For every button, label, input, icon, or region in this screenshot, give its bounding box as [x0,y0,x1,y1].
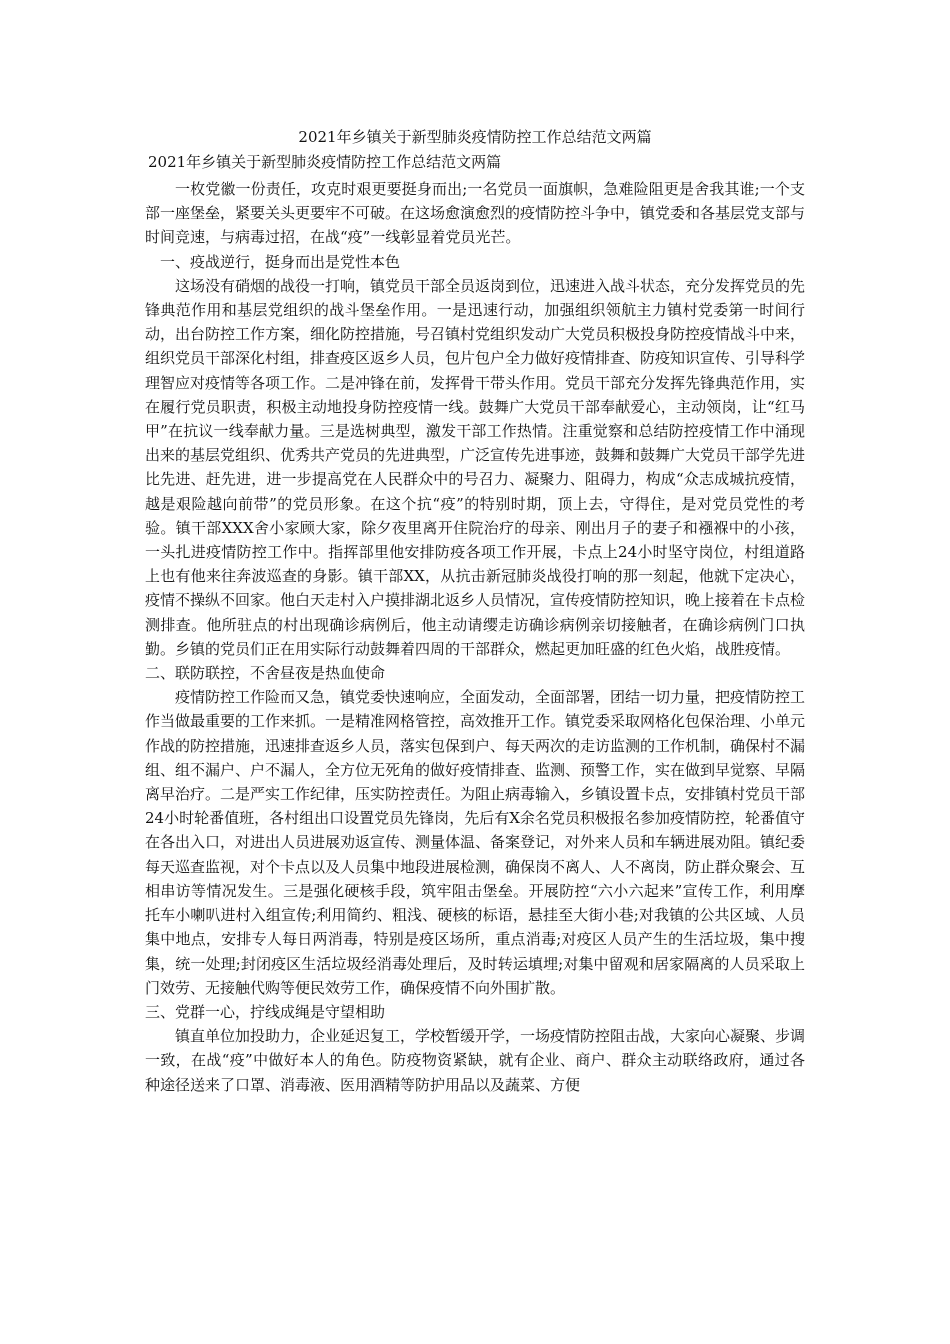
document-title: 2021年乡镇关于新型肺炎疫情防控工作总结范文两篇 [298,128,652,146]
section-3-paragraph: 镇直单位加投助力，企业延迟复工，学校暂缓开学，一场疫情防控阻击战，大家向心凝聚、步调一致，在战“疫”中做好本人的角色。防疫物资紧缺，就有企业、商户、群众主动联络政府，通过各种途径送来了口罩、消毒液、医用酒精等防护用品以及蔬菜、方便 [145,1027,806,1094]
section-3-heading: 三、党群一心，拧线成绳是守望相助 [145,1002,386,1021]
section-2-heading: 二、联防联控，不舍昼夜是热血使命 [145,664,386,683]
document-subtitle: 2021年乡镇关于新型肺炎疫情防控工作总结范文两篇 [148,153,502,171]
section-1-heading: 一、疫战逆行，挺身而出是党性本色 [160,252,401,271]
section-1-paragraph: 这场没有硝烟的战役一打响，镇党员干部全员返岗到位，迅速进入战斗状态，充分发挥党员的先锋典范作用和基层党组织的战斗堡垒作用。一是迅速行动，加强组织领航主力镇村党委第一时间行动，出台防控工作方案，细化防控措施，号召镇村党组织发动广大党员积极投身防控疫情战斗中来，组织党员干部深化村组，排查疫区返乡人员，包片包户全力做好疫情排查、防疫知识宣传、引导科学理智应对疫情等各项工作。二是冲锋在前，发挥骨干带头作用。党员干部充分发挥先锋典范作用，实在履行党员职责，积极主动地投身防控疫情一线。鼓舞广大党员干部奉献爱心，主动领岗，让“红马甲”在抗议一线奉献力量。三是选树典型，激发干部工作热情。注重觉察和总结防控疫情工作中涌现出来的基层党组织、优秀共产党员的先进典型，广泛宣传先进事迹，鼓舞和鼓舞广大党员干部学先进比先进、赶先进，进一步提高党在人民群众中的号召力、凝聚力、阻碍力，构成“众志成城抗疫情，越是艰险越向前带”的党员形象。在这个抗“疫”的特别时期，顶上去，守得住，是对党员党性的考验。镇干部XXX舍小家顾大家，除夕夜里离开住院治疗的母亲、刚出月子的妻子和襁褓中的小孩，一头扎进疫情防控工作中。指挥部里他安排防疫各项工作开展，卡点上24小时坚守岗位，村组道路上也有他来往奔波巡查的身影。镇干部XX，从抗击新冠肺炎战役打响的那一刻起，他就下定决心，疫情不操纵不回家。他白天走村入户摸排湖北返乡人员情况，宣传疫情防控知识，晚上接着在卡点检测排查。他所驻点的村出现确诊病例后，他主动请缨走访确诊病例亲切接触者，在确诊病例门口执勤。乡镇的党员们正在用实际行动鼓舞着四周的干部群众，燃起更加旺盛的红色火焰，战胜疫情。 [145,276,806,658]
document-body [145,177,805,1097]
intro-paragraph: 一枚党徽一份责任，攻克时艰更要挺身而出;一名党员一面旗帜，急难险阻更是舍我其谁;一个支部一座堡垒，紧要关头更要牢不可破。在这场愈演愈烈的疫情防控斗争中，镇党委和各基层党支部与时间竞速，与病毒过招，在战“疫”一线彰显着党员光芒。 [145,180,806,247]
section-2-paragraph: 疫情防控工作险而又急，镇党委快速响应，全面发动，全面部署，团结一切力量，把疫情防控工作当做最重要的工作来抓。一是精准网格管控，高效推开工作。镇党委采取网格化包保治理、小单元作战的防控措施，迅速排查返乡人员，落实包保到户、每天两次的走访监测的工作机制，确保村不漏组、组不漏户、户不漏人，全方位无死角的做好疫情排查、监测、预警工作，实在做到早觉察、早隔离早治疗。二是严实工作纪律，压实防控责任。为阻止病毒输入，乡镇设置卡点，安排镇村党员干部24小时轮番值班，各村组出口设置党员先锋岗，先后有X余名党员积极报名参加疫情防控，轮番值守在各出入口，对进出人员进展劝返宣传、测量体温、备案登记，对外来人员和车辆进展劝阻。镇纪委每天巡查监视，对个卡点以及人员集中地段进展检测，确保岗不离人、人不离岗，防止群众聚会、互相串访等情况发生。三是强化硬核手段，筑牢阻击堡垒。开展防控“六小六起来”宣传工作，利用摩托车小喇叭进村入组宣传;利用简约、粗浅、硬核的标语，悬挂至大街小巷;对我镇的公共区域、人员集中地点，安排专人每日两消毒，特别是疫区场所，重点消毒;对疫区人员产生的生活垃圾，集中搜集，统一处理;封闭疫区生活垃圾经消毒处理后，及时转运填埋;对集中留观和居家隔离的人员采取上门效劳、无接触代购等便民效劳工作，确保疫情不向外围扩散。 [145,688,806,997]
